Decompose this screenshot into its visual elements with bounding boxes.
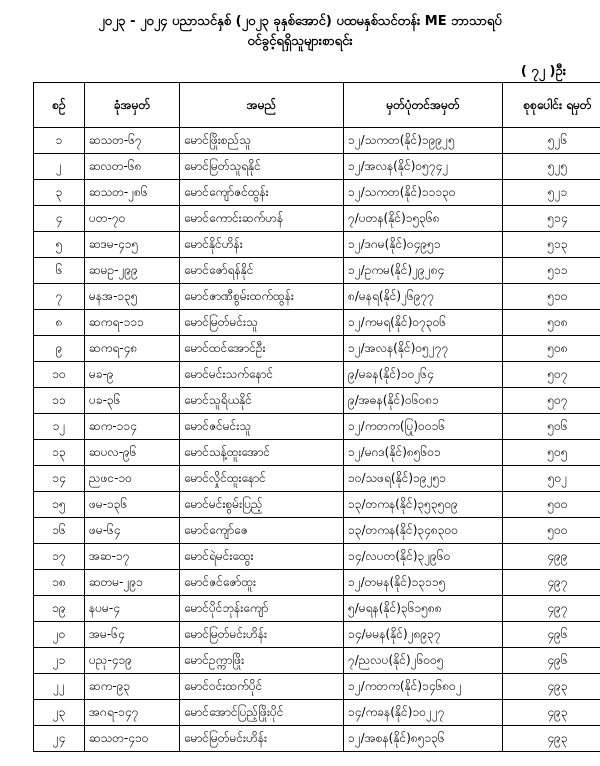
registration-number: ၇/ပတန(နိုင်)၁၅၃၆၈ (344, 206, 503, 232)
registration-number: ၁၂/ကမရ(နိုင်)၀၇၃၀၆ (344, 310, 503, 336)
column-header-no: စဉ် (34, 83, 85, 128)
row-number: ၅ (34, 232, 85, 258)
registration-number: ၁၂/သကတ(နိုင်)၁၉၉၂၅ (344, 128, 503, 154)
table-row (34, 284, 600, 310)
total-mark: ၅၁၀ (503, 284, 600, 310)
column-header-total-mark: စုစုပေါင်း ရမှတ် (503, 83, 600, 128)
student-name: မောင်မင်းသက်နောင် (180, 362, 344, 388)
row-number: ၁၈ (34, 570, 85, 596)
table-row (34, 154, 600, 180)
table-row (34, 700, 600, 726)
total-mark: ၅၀၆ (503, 414, 600, 440)
registration-number: ၁၂/တမန(နိုင်)၁၃၁၁၅ (344, 570, 503, 596)
row-number: ၂၁ (34, 648, 85, 674)
student-name: မောင်သန့်ထူးအောင် (180, 440, 344, 466)
registration-number: ၉/မခန(နိုင်)၁၀၂၆၄ (344, 362, 503, 388)
registration-number: ၁၃/တကန(နိုင်)၃၅၃၅၀၉ (344, 492, 503, 518)
total-mark: ၅၂၁ (503, 180, 600, 206)
registration-number: ၁၀/သဖရ(နိုင်)၁၉၂၅၁ (344, 466, 503, 492)
student-name: မောင်ကျော်ဇေ (180, 518, 344, 544)
student-name: မောင်ဖြိုးစည်သူ (180, 128, 344, 154)
table-row (34, 492, 600, 518)
roll-number: ညဖင-၁၀ (85, 466, 180, 492)
registration-number: ၈/မနရ(နိုင်)၂၆၉၇၇ (344, 284, 503, 310)
student-name: မောင်မြတ်သူရနိုင် (180, 154, 344, 180)
roll-number: ဆကရ-၄၈ (85, 336, 180, 362)
student-name: မောင်မြတ်မင်းသူ (180, 310, 344, 336)
roll-number: အဂရ-၁၄၇ (85, 700, 180, 726)
roll-number: ဖမ-၆၄ (85, 518, 180, 544)
table-row (34, 258, 600, 284)
registration-number: ၁၂/ဥကမ(နိုင်)၂၉၂၈၄ (344, 258, 503, 284)
column-header-name: အမည် (180, 83, 344, 128)
registration-number: ၁၂/အလန(နိုင်)၀၅၇၄၂ (344, 154, 503, 180)
roll-number: ပတ-၇၀ (85, 206, 180, 232)
student-name: မောင်ဝင်းထက်ပိုင် (180, 674, 344, 700)
total-mark: ၅၀၂ (503, 466, 600, 492)
document-title: ၂၀၂၃ - ၂၀၂၄ ပညာသင်နှစ် (၂၀၂၃ ခုနှစ်အောင်) ပထမနှစ်သင်တန်း ME ဘာသာရပ် (98, 14, 502, 29)
total-mark: ၅၀၇ (503, 362, 600, 388)
row-number: ၆ (34, 258, 85, 284)
roll-number: ပညု-၄၁၉ (85, 648, 180, 674)
roll-number: ဆကရ-၁၁၁ (85, 310, 180, 336)
total-mark: ၄၉၃ (503, 674, 600, 700)
registration-number: ၉/အဓန(နိုင်)၀၆၀၈၁ (344, 388, 503, 414)
table-row (34, 362, 600, 388)
student-name: မောင်မြတ်မင်းဟိန်း (180, 726, 344, 752)
table-row (34, 596, 600, 622)
roll-number: အမ-၆၄ (85, 622, 180, 648)
student-name: မောင်အောင်ပြည့်ဖြိုးပိုင် (180, 700, 344, 726)
roll-number: ဆတမ-၂၉၁ (85, 570, 180, 596)
total-mark: ၅၂၆ (503, 128, 600, 154)
total-mark: ၅၂၅ (503, 154, 600, 180)
registration-number: ၁၄/မမန(နိုင်)၂၈၉၃၇ (344, 622, 503, 648)
row-number: ၇ (34, 284, 85, 310)
student-name: မောင်မင်းစွမ်းပြည့် (180, 492, 344, 518)
table-row (34, 544, 600, 570)
row-number: ၂၂ (34, 674, 85, 700)
row-number: ၄ (34, 206, 85, 232)
row-number: ၁၁ (34, 388, 85, 414)
table-row (34, 466, 600, 492)
roll-number: ဆမဥ-၂၉၉ (85, 258, 180, 284)
registration-number: ၅/မရန(နိုင်)၃၆၁၅၈၈ (344, 596, 503, 622)
table-row (34, 180, 600, 206)
row-number: ၂ (34, 154, 85, 180)
column-header-registration: မှတ်ပုံတင်အမှတ် (344, 83, 503, 128)
student-name: မောင်ဥက္ကာဖြိုး (180, 648, 344, 674)
row-number: ၂၄ (34, 726, 85, 752)
table-row (34, 232, 600, 258)
roll-number: ပခ-၃၆ (85, 388, 180, 414)
column-header-roll: ခုံအမှတ် (85, 83, 180, 128)
total-count: ( ၇၂ )ဦး (520, 64, 566, 79)
admission-table (33, 82, 600, 752)
table-row (34, 336, 600, 362)
total-mark: ၄၉၇ (503, 596, 600, 622)
table-row (34, 414, 600, 440)
registration-number: ၁၃/တကန(နိုင်)၃၄၈၃၀၀ (344, 518, 503, 544)
roll-number: ဆက-၉၃ (85, 674, 180, 700)
table-row (34, 622, 600, 648)
total-mark: ၄၉၇ (503, 570, 600, 596)
student-name: မောင်ဇင်မင်းသူ (180, 414, 344, 440)
table-row (34, 128, 600, 154)
row-number: ၈ (34, 310, 85, 336)
total-mark: ၄၉၃ (503, 726, 600, 752)
row-number: ၁၂ (34, 414, 85, 440)
registration-number: ၁၂/ဒဂမ(နိုင်)၀၄၉၅၁ (344, 232, 503, 258)
roll-number: ဆသတ-၂၈၆ (85, 180, 180, 206)
roll-number: ဆလတ-၆၈ (85, 154, 180, 180)
row-number: ၃ (34, 180, 85, 206)
roll-number: ဆသတ-၆၇ (85, 128, 180, 154)
student-name: မောင်နိုင်ဟိန်း (180, 232, 344, 258)
student-name: မောင်ကောင်းဆက်ဟန် (180, 206, 344, 232)
student-name: မောင်ကျော်ဇင်ထွန်း (180, 180, 344, 206)
roll-number: နပမ-၄ (85, 596, 180, 622)
total-mark: ၄၉၃ (503, 700, 600, 726)
registration-number: ၁၂/ကတက(နိုင်)၁၄၆၈၀၂ (344, 674, 503, 700)
student-name: မောင်ပိုင်ဘုန်းကျော် (180, 596, 344, 622)
registration-number: ၁၂/အစန(နိုင်)၈၅၁၃၆ (344, 726, 503, 752)
roll-number: ဆသတ-၄၁၀ (85, 726, 180, 752)
row-number: ၁ (34, 128, 85, 154)
table-row (34, 570, 600, 596)
total-mark: ၅၀၈ (503, 310, 600, 336)
table-row (34, 206, 600, 232)
student-name: မောင်ဇာဏီစွမ်းထက်ထွန်း (180, 284, 344, 310)
table-row (34, 726, 600, 752)
total-mark: ၅၁၁ (503, 258, 600, 284)
row-number: ၁၅ (34, 492, 85, 518)
document-subtitle: ဝင်ခွင့်ရရှိသူများစာရင်း (247, 34, 353, 49)
row-number: ၁၉ (34, 596, 85, 622)
total-mark: ၄၉၆ (503, 648, 600, 674)
table-header-row (34, 83, 600, 128)
student-name: မောင်ရဲမင်းထွေး (180, 544, 344, 570)
student-name: မောင်ထင်အောင်ဦး (180, 336, 344, 362)
row-number: ၁၃ (34, 440, 85, 466)
total-mark: ၅၁၃ (503, 232, 600, 258)
student-name: မောင်လှိုင်ထူးနောင် (180, 466, 344, 492)
total-mark: ၄၉၆ (503, 622, 600, 648)
roll-number: ဆဒမ-၄၁၅ (85, 232, 180, 258)
student-name: မောင်သူရိယနိုင် (180, 388, 344, 414)
student-name: မောင်ဇင်ဇော်ထူး (180, 570, 344, 596)
total-mark: ၅၀၅ (503, 440, 600, 466)
row-number: ၂၃ (34, 700, 85, 726)
table-row (34, 440, 600, 466)
total-mark: ၅၀၇ (503, 388, 600, 414)
row-number: ၂၀ (34, 622, 85, 648)
total-mark: ၅၀၀ (503, 492, 600, 518)
registration-number: ၁၂/သကတ(နိုင်)၁၁၁၃၀ (344, 180, 503, 206)
roll-number: အဆ-၁၇ (85, 544, 180, 570)
table-row (34, 388, 600, 414)
row-number: ၁၀ (34, 362, 85, 388)
student-name: မောင်ဇော်ရန်နိုင် (180, 258, 344, 284)
registration-number: ၁၂/ကတက(ပြု)၀၀၁၆ (344, 414, 503, 440)
registration-number: ၁၂/အလန(နိုင်)၀၅၂၇၇ (344, 336, 503, 362)
row-number: ၉ (34, 336, 85, 362)
table-row (34, 310, 600, 336)
total-mark: ၅၁၄ (503, 206, 600, 232)
roll-number: မခ-၉ (85, 362, 180, 388)
roll-number: ဆက-၁၁၄ (85, 414, 180, 440)
row-number: ၁၇ (34, 544, 85, 570)
registration-number: ၁၄/ကခန(နိုင်)၁၀၂၂၇ (344, 700, 503, 726)
table-row (34, 518, 600, 544)
registration-number: ၁၂/မဂဒ(နိုင်)၈၅၆၀၁ (344, 440, 503, 466)
table-row (34, 674, 600, 700)
roll-number: မနအ-၁၃၅ (85, 284, 180, 310)
roll-number: ဖမ-၁၃၆ (85, 492, 180, 518)
table-body (34, 128, 600, 752)
total-mark: ၅၀၈ (503, 336, 600, 362)
table-row (34, 648, 600, 674)
student-name: မောင်မြတ်မင်းဟိန်း (180, 622, 344, 648)
registration-number: ၁၄/လပတ(နိုင်)၃၂၉၆၀ (344, 544, 503, 570)
row-number: ၁၆ (34, 518, 85, 544)
total-mark: ၅၀၀ (503, 518, 600, 544)
registration-number: ၇/ညလပ(နိုင်)၂၆၀၀၅ (344, 648, 503, 674)
row-number: ၁၄ (34, 466, 85, 492)
total-mark: ၄၉၉ (503, 544, 600, 570)
roll-number: ဆပလ-၉၆ (85, 440, 180, 466)
